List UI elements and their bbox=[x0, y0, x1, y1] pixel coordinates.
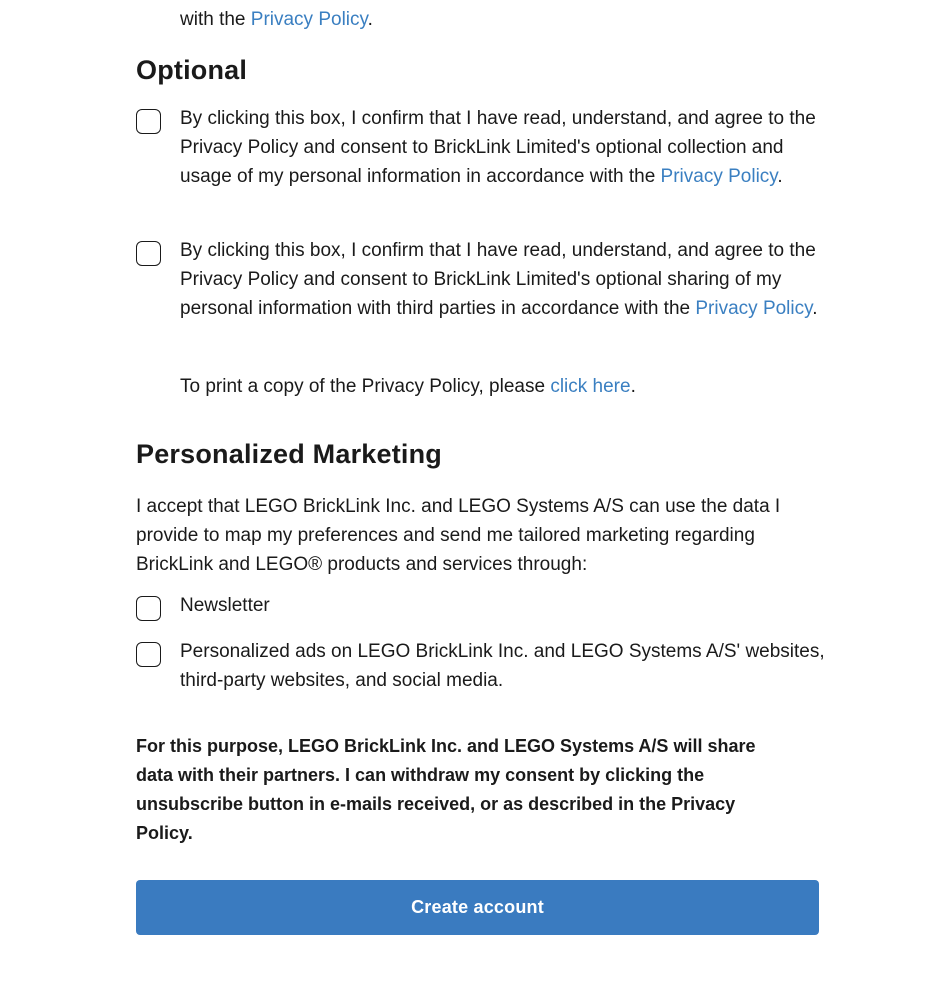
required-tail-prefix: with the bbox=[180, 9, 251, 30]
privacy-policy-link[interactable]: Privacy Policy bbox=[660, 166, 778, 187]
optional-sharing-checkbox[interactable] bbox=[136, 241, 161, 266]
marketing-heading: Personalized Marketing bbox=[136, 439, 442, 469]
personalized-ads-checkbox[interactable] bbox=[136, 642, 161, 667]
optional-collection-label: By clicking this box, I confirm that I have read, understand, and agree to the Privacy Policy and consent to BrickLink Limited's optional collection and usage of my personal information in accordance with the bbox=[180, 108, 816, 187]
marketing-notice: For this purpose, LEGO BrickLink Inc. and LEGO Systems A/S will share data with their partners. I can withdraw my consent by clicking the unsubscribe button in e-mails received, or as described in the Privacy Policy. bbox=[136, 736, 756, 843]
optional-sharing-text bbox=[180, 236, 825, 323]
print-policy-line bbox=[180, 372, 636, 401]
optional-sharing-label: By clicking this box, I confirm that I have read, understand, and agree to the Privacy Policy and consent to BrickLink Limited's optional sharing of my personal information with third parties in accordance with the bbox=[180, 240, 816, 319]
print-policy-link[interactable]: click here bbox=[550, 376, 631, 397]
optional-collection-suffix: . bbox=[777, 166, 783, 187]
print-policy-prefix: To print a copy of the Privacy Policy, please bbox=[180, 376, 551, 397]
required-consent-tail bbox=[180, 5, 373, 34]
optional-heading: Optional bbox=[136, 55, 248, 85]
newsletter-checkbox[interactable] bbox=[136, 596, 161, 621]
personalized-ads-label: Personalized ads on LEGO BrickLink Inc. and LEGO Systems A/S' websites, third-party websites, and social media. bbox=[180, 641, 825, 691]
marketing-intro: I accept that LEGO BrickLink Inc. and LEGO Systems A/S can use the data I provide to map my preferences and send me tailored marketing regarding BrickLink and LEGO® products and services through: bbox=[136, 496, 781, 575]
optional-collection-checkbox[interactable] bbox=[136, 109, 161, 134]
newsletter-label: Newsletter bbox=[180, 595, 270, 616]
privacy-policy-link[interactable]: Privacy Policy bbox=[695, 298, 813, 319]
optional-sharing-suffix: . bbox=[812, 298, 818, 319]
create-account-button[interactable]: Create account bbox=[136, 880, 819, 935]
privacy-policy-link[interactable]: Privacy Policy bbox=[250, 9, 368, 30]
print-policy-suffix: . bbox=[630, 376, 636, 397]
required-tail-suffix: . bbox=[367, 9, 373, 30]
optional-collection-text bbox=[180, 104, 825, 191]
